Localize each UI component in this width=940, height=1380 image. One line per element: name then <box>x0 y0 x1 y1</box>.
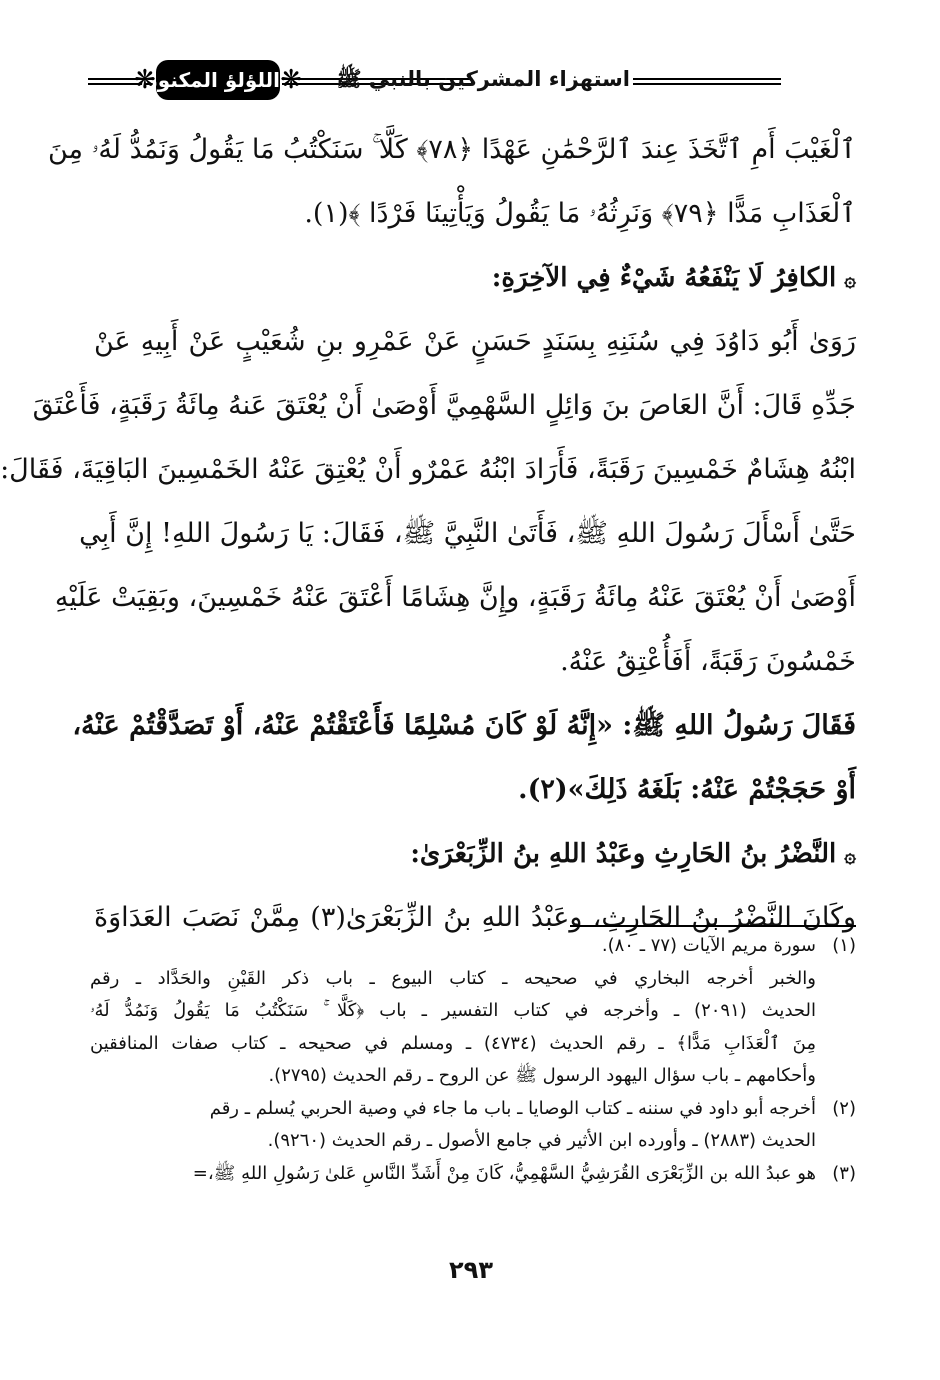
paragraph-line: خَمْسُونَ رَقَبَةً، أَفَأُعْتِقُ عَنْهُ. <box>560 646 856 677</box>
footnote-separator <box>570 925 856 927</box>
paragraph-line: وكَانَ النَّضْرُ بنُ الحَارِثِ، وعَبْدُ اللهِ بنُ الزِّبَعْرَىٰ(٣) مِمَّنْ نَصَبَ العَدَاوَةَ <box>94 902 856 933</box>
footnote-text: هو عبدُ الله بن الزِّبَعْرَى القُرَشِيُّ السَّهْمِيُّ، كَانَ مِنْ أَشَدِّ النَّاسِ عَلىٰ رَسُولِ اللهِ ﷺ،= <box>192 1162 816 1184</box>
footnote-text: والخبر أخرجه البخاري في صحيحه ـ كتاب البيوع ـ باب ذكر القَيْنِ والحَدَّاد ـ رقم <box>90 967 816 989</box>
footnote-text: الحديث (٢٠٩١) ـ وأخرجه في كتاب التفسير ـ باب ﴿كَلَّا ۚ سَنَكْتُبُ مَا يَقُولُ وَنَمُدُّ لَهُۥ <box>90 1000 816 1021</box>
main-text <box>0 118 856 950</box>
section-heading-text: الكافِرُ لَا يَنْفَعُهُ شَيْءٌ فِي الآخِرَةِ: <box>491 263 837 293</box>
header-rule-right <box>633 78 781 85</box>
footnote-text: مِنَ ٱلْعَذَابِ مَدًّا﴾ ـ رقم الحديث (٤٧٣٤) ـ ومسلم في صحيحه ـ كتاب صفات المنافقين <box>90 1032 816 1054</box>
book-title: ❋ اللؤلؤ المكنون ❋ <box>156 60 280 100</box>
footnote-text: الحديث (٢٨٨٣) ـ وأورده ابن الأثير في جامع الأصول ـ رقم الحديث (٩٢٦٠). <box>267 1130 816 1151</box>
section-heading <box>94 246 856 310</box>
hadith-line: فَقَالَ رَسُولُ اللهِ ﷺ: «إِنَّهُ لَوْ كَانَ مُسْلِمًا فَأَعْتَقْتُمْ عَنْهُ، أَوْ تَصَدَّقْتُمْ عَنْهُ، <box>72 710 856 741</box>
quran-verse-line: ٱلْغَيْبَ أَمِ ٱتَّخَذَ عِندَ ٱلرَّحْمَٰنِ عَهْدًا ﴿٧٨﴾ كَلَّا ۚ سَنَكْتُبُ مَا يَقُولُ وَنَمُدُّ لَهُۥ مِنَ <box>47 134 856 165</box>
footnote-number: (١) <box>832 935 856 956</box>
page-number: ٢٩٣ <box>449 1256 493 1284</box>
footnotes <box>90 930 856 1190</box>
footnote-1 <box>90 930 856 963</box>
running-title: استهزاء المشركين بالنبي ﷺ <box>336 67 630 91</box>
heading-marker-icon: ۞ <box>844 843 856 867</box>
page-header <box>88 56 858 106</box>
section-heading-text: النَّضْرُ بنُ الحَارِثِ وعَبْدُ اللهِ بنُ الزِّبَعْرَىٰ: <box>410 839 837 869</box>
footnote-text: أخرجه أبو داود في سننه ـ كتاب الوصايا ـ باب ما جاء في وصية الحربي يُسلم ـ رقم <box>209 1097 816 1119</box>
footnote-text: سورة مريم الآيات (٧٧ ـ ٨٠). <box>601 935 816 956</box>
paragraph-line: حَتَّىٰ أَسْأَلَ رَسُولَ اللهِ ﷺ، فَأَتَىٰ النَّبِيَّ ﷺ، فَقَالَ: يَا رَسُولَ اللهِ! إِنَّ أَبِي <box>79 518 856 549</box>
paragraph-line: جَدِّهِ قَالَ: أَنَّ العَاصَ بنَ وَائِلٍ السَّهْمِيَّ أَوْصَىٰ أَنْ يُعْتَقَ عَنهُ مِائَةُ رَقَبَةٍ، فَأَعْتَقَ <box>32 390 856 421</box>
paragraph-line: رَوَىٰ أَبُو دَاوُدَ فِي سُنَنِهِ بِسَنَدٍ حَسَنٍ عَنْ عَمْرِو بنِ شُعَيْبٍ عَنْ أَبِيهِ عَنْ <box>94 326 856 357</box>
section-heading <box>94 822 856 886</box>
heading-marker-icon: ۞ <box>844 267 856 291</box>
footnote-text: وأحكامهم ـ باب سؤال اليهود الرسول ﷺ عن الروح ـ رقم الحديث (٢٧٩٥). <box>268 1065 816 1086</box>
footnote-number: (٣) <box>832 1162 856 1184</box>
hadith-line: أَوْ حَجَجْتُمْ عَنْهُ: بَلَغَهُ ذَلِكَ»(٢). <box>518 774 856 805</box>
book-page <box>2 0 940 1380</box>
footnote-2 <box>90 1093 856 1126</box>
quran-verse-line: ٱلْعَذَابِ مَدًّا ﴿٧٩﴾ وَنَرِثُهُۥ مَا يَقُولُ وَيَأْتِينَا فَرْدًا ﴾(١). <box>304 198 856 229</box>
paragraph-line: أَوْصَىٰ أَنْ يُعْتَقَ عَنْهُ مِائَةُ رَقَبَةٍ، وإِنَّ هِشَامًا أَعْتَقَ عَنْهُ خَمْسِينَ، وبَقِيَتْ عَلَيْهِ <box>54 582 856 613</box>
footnote-3 <box>90 1158 856 1191</box>
paragraph-line: ابْنُهُ هِشَامٌ خَمْسِينَ رَقَبَةً، فَأَرَادَ ابْنُهُ عَمْرٌو أَنْ يُعْتِقَ عَنْهُ الخَمْسِينَ البَاقِيَةَ، فَقَالَ: <box>0 454 856 485</box>
footnote-number: (٢) <box>832 1097 856 1119</box>
